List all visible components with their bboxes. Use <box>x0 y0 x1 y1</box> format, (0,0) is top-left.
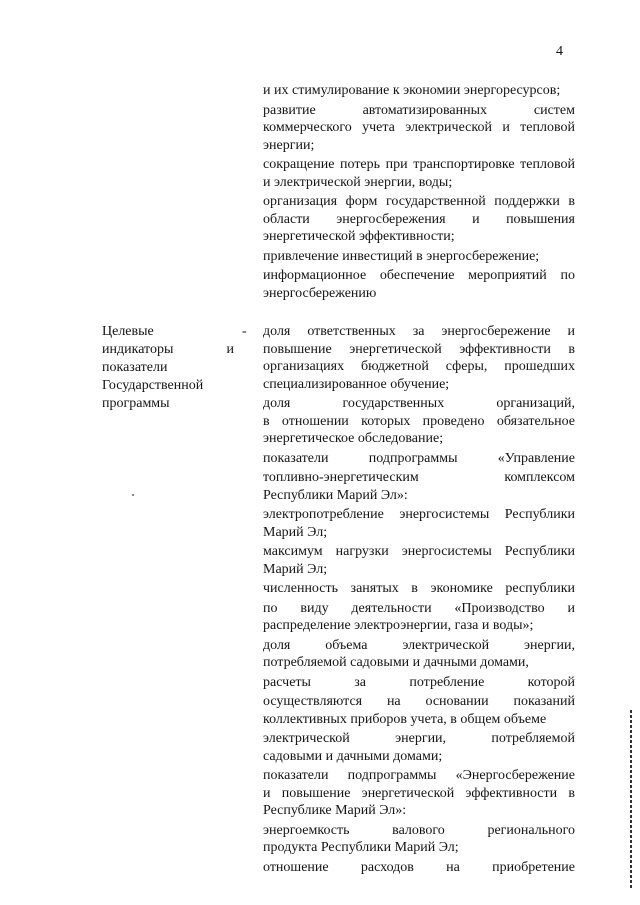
indicator-word: доля <box>263 396 291 411</box>
indicator-word: приобретение <box>492 859 575 875</box>
indicator-word: деятельности <box>351 600 432 616</box>
indicator-continuation: Марий Эл; <box>263 524 328 540</box>
indicator-word: энергосбережение <box>441 324 551 339</box>
page-number: 4 <box>556 44 563 59</box>
list-item: и их стимулирование к экономии энергоресурсов; <box>263 83 561 98</box>
indicator-word: энергии, <box>395 731 447 746</box>
indicator-first-line <box>263 450 575 468</box>
indicator-word: «Управление <box>497 450 575 466</box>
indicator-item <box>263 637 575 672</box>
indicator-first-line <box>263 323 575 341</box>
indicator-item <box>263 450 575 468</box>
label-line: Государственной <box>102 378 204 393</box>
indicator-item <box>263 822 575 857</box>
indicator-item <box>263 506 575 541</box>
list-item: информационное обеспечение мероприятий по энергосбережению <box>263 268 575 301</box>
indicator-word: объема <box>325 637 368 653</box>
indicator-continuation: повышение энергетической эффективности в организациях бюджетной сферы, прошедших специализированное обучение; <box>263 341 575 392</box>
label-line: Целевые <box>102 324 154 339</box>
indicator-first-line <box>263 822 575 840</box>
label-line <box>102 341 260 359</box>
list-item: сокращение потерь при транспортировке тепловой и электрической энергии, воды; <box>263 157 575 190</box>
indicator-word: осуществляются <box>263 694 363 709</box>
indicator-word: государственных <box>342 396 445 411</box>
indicator-item <box>263 600 575 635</box>
indicator-item <box>263 469 575 504</box>
list-item: развитие автоматизированных систем коммерческого учета электрической и тепловой энергии; <box>263 102 575 153</box>
indicator-word: республики <box>505 581 575 596</box>
indicator-word: за <box>412 324 425 339</box>
indicator-word: и <box>567 600 575 616</box>
indicator-word: электропотребление <box>263 507 384 522</box>
indicator-continuation: садовыми и дачными домами; <box>263 748 443 764</box>
indicator-word: и <box>567 324 575 339</box>
indicator-first-line <box>263 637 575 655</box>
indicator-word: показатели <box>263 768 329 783</box>
indicator-word: основании <box>425 694 489 709</box>
indicator-word: валового <box>392 822 445 838</box>
indicator-word: Республики <box>504 507 575 522</box>
indicator-word: занятых <box>350 581 399 596</box>
label-dash: - <box>242 324 247 339</box>
indicator-word: организаций, <box>496 396 575 411</box>
indicator-word: энергосистемы <box>399 507 490 522</box>
indicator-item <box>263 767 575 820</box>
indicator-first-line <box>263 395 575 413</box>
indicator-word: отношение <box>263 859 329 875</box>
indicator-word: топливно-энергетическим <box>263 470 419 485</box>
indicator-word: электрической <box>263 731 350 746</box>
indicator-first-line <box>263 693 575 711</box>
indicator-item <box>263 693 575 728</box>
indicator-word: нагрузки <box>335 544 389 559</box>
indicator-word: на <box>446 859 460 875</box>
indicator-word: по <box>263 600 278 616</box>
indicator-continuation: распределение электроэнергии, газа и воды»; <box>263 618 534 633</box>
indicator-word: экономике <box>430 581 493 596</box>
indicator-first-line <box>263 580 575 598</box>
indicator-word: потребляемой <box>491 731 575 746</box>
indicator-word: на <box>386 694 401 709</box>
indicator-first-line <box>263 469 575 487</box>
indicator-word: показаний <box>513 694 575 709</box>
indicator-first-line <box>263 730 575 748</box>
indicator-word: энергосистемы <box>401 544 492 559</box>
scan-edge-mark <box>630 710 632 890</box>
list-item: организация форм государственной поддержки в области энергосбережения и повышения энергетической эффективности; <box>263 194 575 244</box>
indicators-list <box>263 323 575 878</box>
list-item: привлечение инвестиций в энергосбережение; <box>263 248 540 264</box>
indicator-first-line <box>263 859 575 877</box>
label-line: показатели <box>102 360 168 375</box>
indicator-word: в <box>411 581 418 596</box>
indicator-continuation: и повышение энергетической эффективности в Республике Марий Эл»: <box>263 785 575 818</box>
indicators-row-label <box>102 323 260 413</box>
label-line: программы <box>102 396 170 411</box>
indicator-continuation: потребляемой садовыми и дачными домами, <box>263 655 529 670</box>
indicator-word: Республики <box>504 544 575 559</box>
indicator-item <box>263 859 575 877</box>
indicator-item <box>263 674 575 692</box>
indicator-continuation: в отношении которых проведено обязательное энергетическое обследование; <box>263 413 575 446</box>
indicator-word: максимум <box>263 544 323 559</box>
indicator-word: подпрограммы <box>368 450 458 466</box>
indicator-word: ответственных <box>307 324 396 339</box>
indicator-word: доля <box>263 324 291 339</box>
indicator-item <box>263 730 575 765</box>
indicator-word: регионального <box>487 822 575 838</box>
indicator-word: подпрограммы <box>347 768 437 783</box>
indicator-word: комплексом <box>504 470 575 485</box>
indicator-item <box>263 580 575 598</box>
indicator-first-line <box>263 600 575 618</box>
indicator-continuation: продукта Республики Марий Эл; <box>263 840 459 855</box>
indicator-word: энергии, <box>524 637 575 653</box>
indicator-word: энергоемкость <box>263 822 350 838</box>
label-word: индикаторы <box>102 342 174 357</box>
indicator-first-line <box>263 767 575 785</box>
label-word: и <box>226 342 234 357</box>
indicator-first-line <box>263 674 575 692</box>
indicator-first-line <box>263 543 575 561</box>
indicator-word: которой <box>527 674 575 690</box>
indicator-word: «Производство <box>454 600 545 616</box>
indicator-word: численность <box>263 581 338 596</box>
indicator-word: потребление <box>409 674 485 690</box>
indicator-word: расчеты <box>263 674 311 690</box>
indicator-continuation: коллективных приборов учета, в общем объеме <box>263 711 547 727</box>
indicator-word: «Энергосбережение <box>455 768 575 783</box>
indicator-word: виду <box>300 600 329 616</box>
indicator-item <box>263 395 575 448</box>
indicator-word: расходов <box>360 859 414 875</box>
indicator-word: доля <box>263 637 291 653</box>
indicator-word: за <box>354 674 367 690</box>
indicator-word: электрической <box>402 637 490 653</box>
indicator-continuation: Марий Эл; <box>263 561 328 577</box>
scan-dot <box>132 494 134 496</box>
indicator-item <box>263 323 575 393</box>
indicator-first-line <box>263 506 575 524</box>
measures-list <box>263 82 575 304</box>
indicator-item <box>263 543 575 578</box>
indicator-continuation: Республики Марий Эл»: <box>263 487 408 503</box>
indicator-word: показатели <box>263 450 329 466</box>
